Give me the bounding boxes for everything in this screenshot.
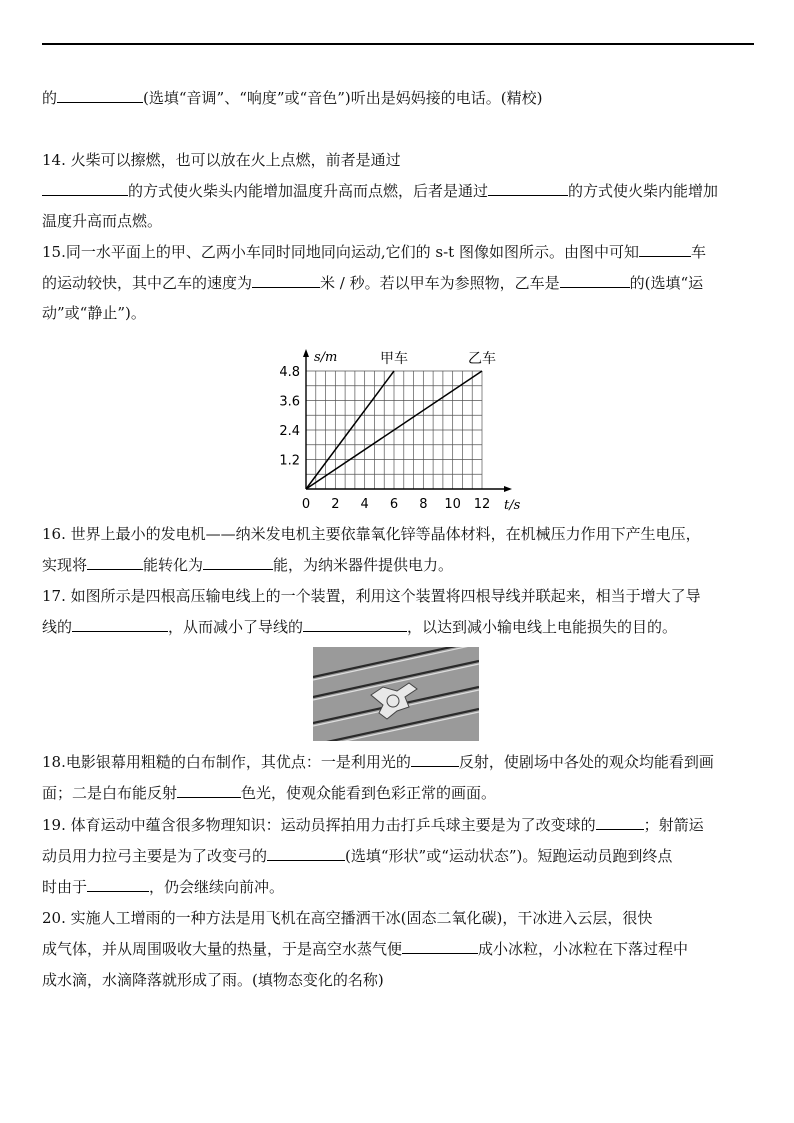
- x-tick-label: 8: [419, 497, 428, 512]
- q17-line-2: 线的 ，从而减小了导线的 ，以达到减小输电线上电能损失的目的。: [42, 618, 678, 636]
- q19-blank-3[interactable]: [87, 877, 149, 892]
- x-axis-arrow: [504, 486, 512, 492]
- q18-blank-2[interactable]: [177, 783, 241, 798]
- q15-blank-2[interactable]: [252, 273, 320, 288]
- st-graph: [268, 332, 528, 514]
- q13-line: 的 (选填“音调”、“响度”或“音色”)听出是妈妈接的电话。(精校): [42, 89, 543, 107]
- x-axis-label: t/s: [504, 498, 521, 513]
- series-label-2: 乙车: [468, 351, 496, 367]
- q18-blank-1[interactable]: [411, 752, 459, 767]
- x-tick-label: 2: [331, 497, 340, 512]
- q14-line-1: 14. 火柴可以擦燃，也可以放在火上点燃，前者是通过: [42, 151, 401, 169]
- q15-line-2: 的运动较快，其中乙车的速度为 米 / 秒。若以甲车为参照物，乙车是 的(选填“运: [42, 274, 704, 292]
- q19-blank-1[interactable]: [596, 815, 644, 830]
- q20-line-1: 20. 实施人工增雨的一种方法是用飞机在高空播洒干冰(固态二氧化碳)，干冰进入云层，很快: [42, 909, 653, 927]
- q16-blank-1[interactable]: [87, 555, 143, 570]
- q14-blank-2[interactable]: [488, 181, 568, 196]
- q19-blank-2[interactable]: [267, 846, 345, 861]
- q20-blank-1[interactable]: [402, 939, 478, 954]
- y-axis-label: s/m: [314, 350, 338, 365]
- q17-line-1: 17. 如图所示是四根高压输电线上的一个装置，利用这个装置将四根导线并联起来，相当于增大了导: [42, 587, 701, 605]
- q19-line-3: 时由于 ，仍会继续向前冲。: [42, 878, 285, 896]
- q17-blank-1[interactable]: [72, 617, 168, 632]
- series-label-1: 甲车: [380, 351, 408, 367]
- y-axis-arrow: [303, 349, 309, 357]
- q20-line-3: 成水滴，水滴降落就形成了雨。(填物态变化的名称): [42, 971, 384, 989]
- x-tick-label: 6: [389, 497, 399, 512]
- q14-blank-1[interactable]: [42, 181, 128, 196]
- x-tick-label: 4: [360, 497, 369, 512]
- q15-blank-3[interactable]: [560, 273, 630, 288]
- q17-blank-2[interactable]: [303, 617, 407, 632]
- q16-line-1: 16. 世界上最小的发电机——纳米发电机主要依靠氧化锌等晶体材料，在机械压力作用下产生电压，: [42, 525, 701, 543]
- q14-line-2: 的方式使火柴头内能增加温度升高而点燃，后者是通过 的方式使火柴内能增加: [42, 181, 718, 201]
- x-tick-label: 10: [444, 497, 461, 512]
- q16-blank-2[interactable]: [203, 555, 273, 570]
- q15-line-3: 动”或“静止”)。: [42, 304, 146, 322]
- power-line-spacer-photo: [313, 647, 479, 741]
- y-tick-label: 3.6: [279, 394, 300, 410]
- header-rule: [42, 43, 754, 45]
- q15-blank-1[interactable]: [639, 242, 691, 257]
- q18-line-1: 18.电影银幕用粗糙的白布制作，其优点：一是利用光的 反射，使剧场中各处的观众均能看到画: [42, 753, 714, 771]
- q19-line-2: 动员用力拉弓主要是为了改变弓的 (选填“形状”或“运动状态”)。短跑运动员跑到终点: [42, 847, 673, 865]
- q20-line-2: 成气体，并从周围吸收大量的热量，于是高空水蒸气便 成小冰粒，小冰粒在下落过程中: [42, 940, 689, 958]
- q18-line-2: 面；二是白布能反射 色光，使观众能看到色彩正常的画面。: [42, 784, 497, 802]
- q13-blank[interactable]: [57, 88, 143, 103]
- q19-line-1: 19. 体育运动中蕴含很多物理知识：运动员挥拍用力击打乒乓球主要是为了改变球的 ；射箭运: [42, 816, 704, 834]
- y-tick-label: 2.4: [279, 424, 300, 439]
- q16-line-2: 实现将 能转化为 能，为纳米器件提供电力。: [42, 556, 454, 574]
- q15-line-1: 15.同一水平面上的甲、乙两小车同时同地同向运动,它们的 s-t 图像如图所示。由图中可知 车: [42, 243, 706, 261]
- x-tick-label: 0: [301, 497, 311, 512]
- y-tick-label: 4.8: [279, 365, 300, 380]
- x-tick-label: 12: [473, 497, 491, 512]
- q14-line-3: 温度升高而点燃。: [42, 212, 163, 230]
- y-tick-label: 1.2: [279, 453, 300, 469]
